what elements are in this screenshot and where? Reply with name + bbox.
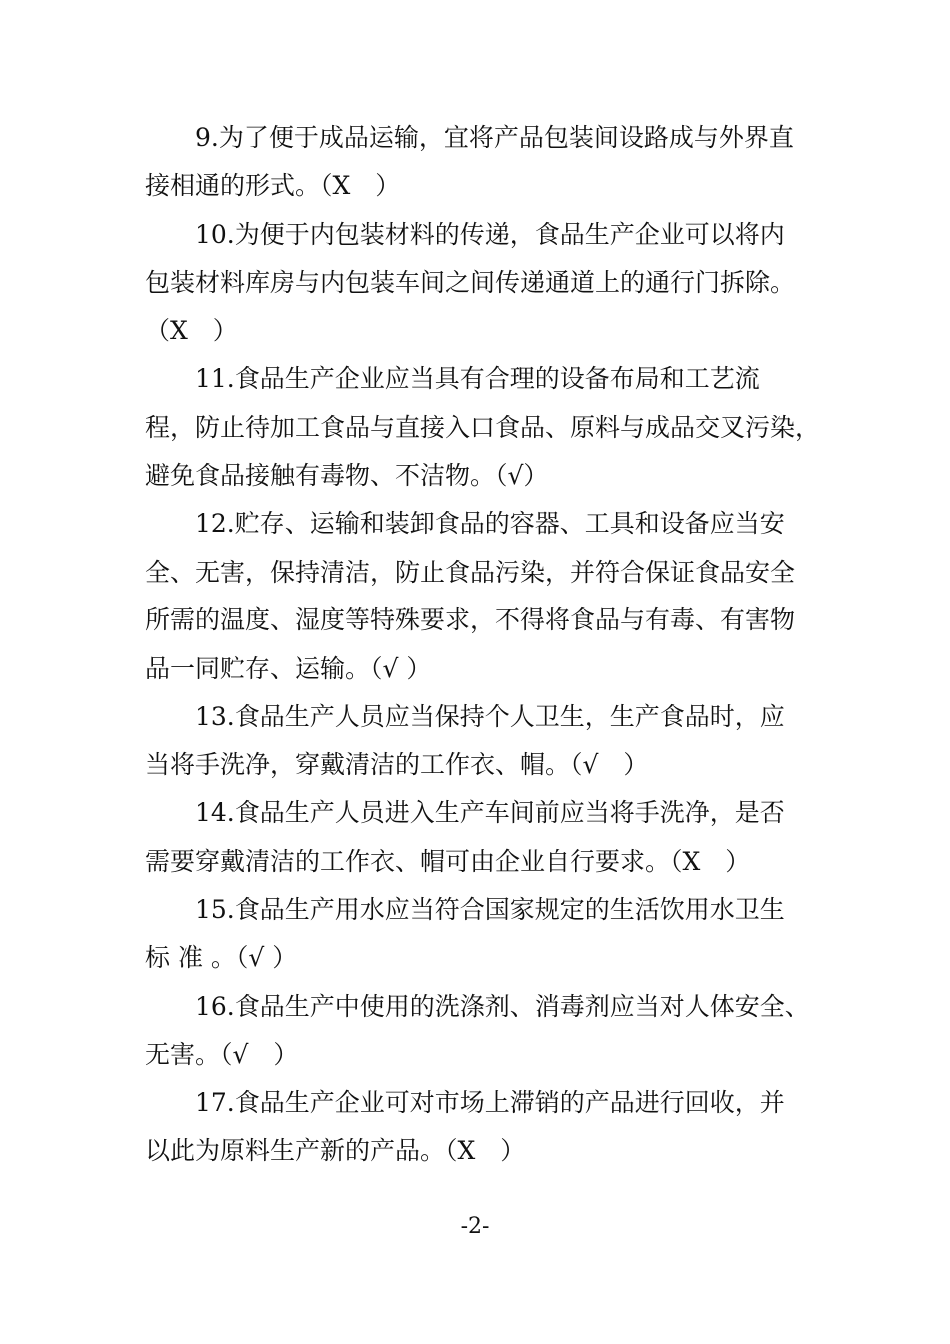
question-12-line-3: 所需的温度、湿度等特殊要求，不得将食品与有毒、有害物	[145, 605, 796, 634]
question-17-line-1: 17.食品生产企业可对市场上滞销的产品进行回收，并	[195, 1088, 785, 1117]
question-11-line-3: 避免食品接触有毒物、不洁物。（√）	[145, 461, 549, 490]
question-11-line-2: 程，防止待加工食品与直接入口食品、原料与成品交叉污染，	[145, 413, 821, 442]
question-13-line-1: 13.食品生产人员应当保持个人卫生，生产食品时，应	[195, 702, 785, 731]
question-11-line-1: 11.食品生产企业应当具有合理的设备布局和工艺流	[195, 364, 760, 393]
question-17-line-2: 以此为原料生产新的产品。（X ）	[145, 1136, 526, 1165]
question-12-line-2: 全、无害，保持清洁，防止食品污染，并符合保证食品安全	[145, 558, 796, 587]
question-10-line-3: （X ）	[145, 316, 238, 345]
question-15-line-2: 标 准 。（√ ）	[145, 943, 298, 972]
question-10-line-1: 10.为便于内包装材料的传递，食品生产企业可以将内	[195, 220, 785, 249]
page-number: -2-	[460, 1214, 490, 1239]
question-16-line-1: 16.食品生产中使用的洗涤剂、消毒剂应当对人体安全、	[195, 992, 810, 1021]
question-9-line-1: 9.为了便于成品运输，宜将产品包装间设路成与外界直	[195, 123, 794, 152]
question-15-line-1: 15.食品生产用水应当符合国家规定的生活饮用水卫生	[195, 895, 785, 924]
question-16-line-2: 无害。（√ ）	[145, 1040, 299, 1069]
question-12-line-4: 品一同贮存、运输。（√ ）	[145, 654, 432, 683]
question-14-line-2: 需要穿戴清洁的工作衣、帽可由企业自行要求。（X ）	[145, 847, 751, 876]
question-12-line-1: 12.贮存、运输和装卸食品的容器、工具和设备应当安	[195, 509, 785, 538]
question-9-line-2: 接相通的形式。（X ）	[145, 171, 401, 200]
question-13-line-2: 当将手洗净，穿戴清洁的工作衣、帽。（√ ）	[145, 750, 649, 779]
question-14-line-1: 14.食品生产人员进入生产车间前应当将手洗净，是否	[195, 798, 785, 827]
question-10-line-2: 包装材料库房与内包装车间之间传递通道上的通行门拆除。	[145, 268, 796, 297]
